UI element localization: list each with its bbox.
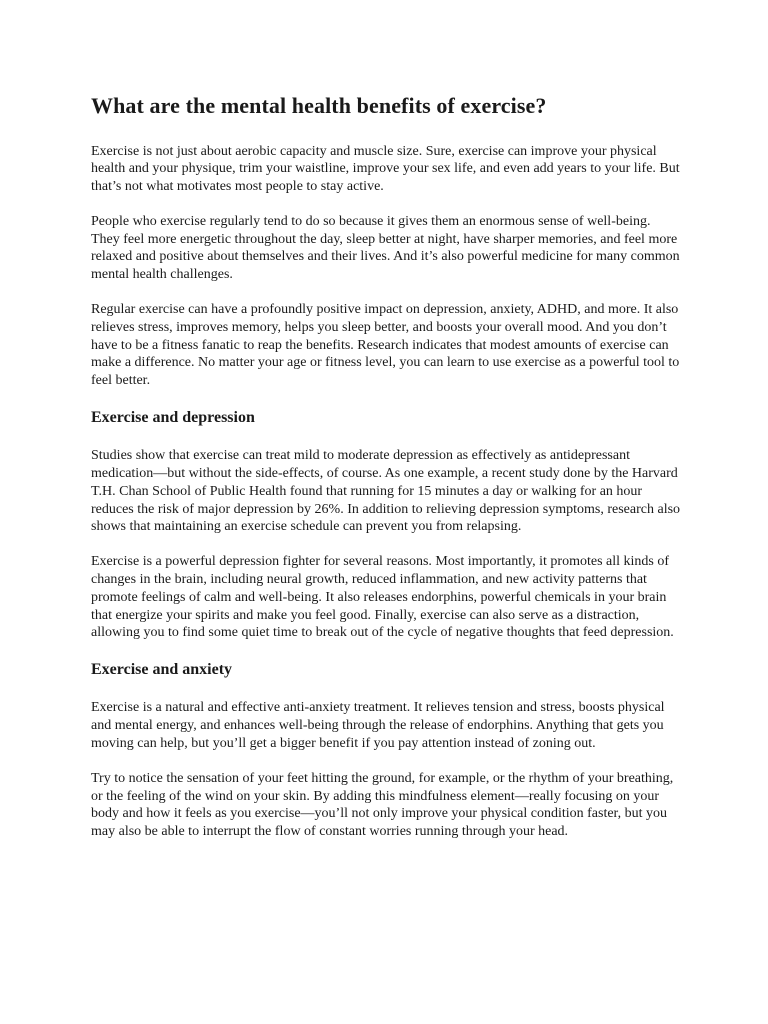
depression-paragraph-2: Exercise is a powerful depression fighter for several reasons. Most importantly, it promotes all kinds of changes in the brain, including neural growth, reduced inflammation, and new activity patterns that promote feelings of calm and well-being. It also releases endorphins, powerful chemicals in your brain that energize your spirits and make you feel good. Finally, exercise can also serve as a distraction, allowing you to find some quiet time to break out of the cycle of negative thoughts that feed depression. — [91, 554, 674, 641]
section-heading-depression: Exercise and depression — [91, 409, 255, 427]
section-heading-anxiety: Exercise and anxiety — [91, 661, 233, 679]
intro-paragraph-3: Regular exercise can have a profoundly positive impact on depression, anxiety, ADHD, and more. It also relieves stress, improves memory, helps you sleep better, and boosts your overall mood. And you don’t have to be a fitness fanatic to reap the benefits. Research indicates that modest amounts of exercise can make a difference. No matter your age or fitness level, you can learn to use exercise as a powerful tool to feel better. — [91, 302, 680, 389]
document-page — [91, 92, 681, 858]
depression-paragraph-1: Studies show that exercise can treat mild to moderate depression as effectively as antidepressant medication—but without the side-effects, of course. As one example, a recent study done by the Harvard T.H. Chan School of Public Health found that running for 15 minutes a day or walking for an hour reduces the risk of major depression by 26%. In addition to relieving depression symptoms, research also shows that maintaining an exercise schedule can prevent you from relapsing. — [91, 448, 681, 535]
anxiety-paragraph-2: Try to notice the sensation of your feet hitting the ground, for example, or the rhythm of your breathing, or the feeling of the wind on your skin. By adding this mindfulness element—really focusing on your body and how it feels as you exercise—you’ll not only improve your physical condition faster, but you may also be able to interrupt the flow of constant worries running through your head. — [91, 770, 674, 840]
anxiety-paragraph-1: Exercise is a natural and effective anti-anxiety treatment. It relieves tension and stress, boosts physical and mental energy, and enhances well-being through the release of endorphins. Anything that gets you moving can help, but you’ll get a bigger benefit if you pay attention instead of zoning out. — [91, 700, 665, 751]
page-title: What are the mental health benefits of exercise? — [91, 93, 547, 118]
intro-paragraph-2: People who exercise regularly tend to do so because it gives them an enormous sense of well-being. They feel more energetic throughout the day, sleep better at night, have sharper memories, and feel more relaxed and positive about themselves and their lives. And it’s also powerful medicine for many common mental health challenges. — [91, 213, 680, 283]
intro-paragraph-1: Exercise is not just about aerobic capacity and muscle size. Sure, exercise can improve your physical health and your physique, trim your waistline, improve your sex life, and even add years to your life. But that’s not what motivates most people to stay active. — [91, 143, 680, 195]
